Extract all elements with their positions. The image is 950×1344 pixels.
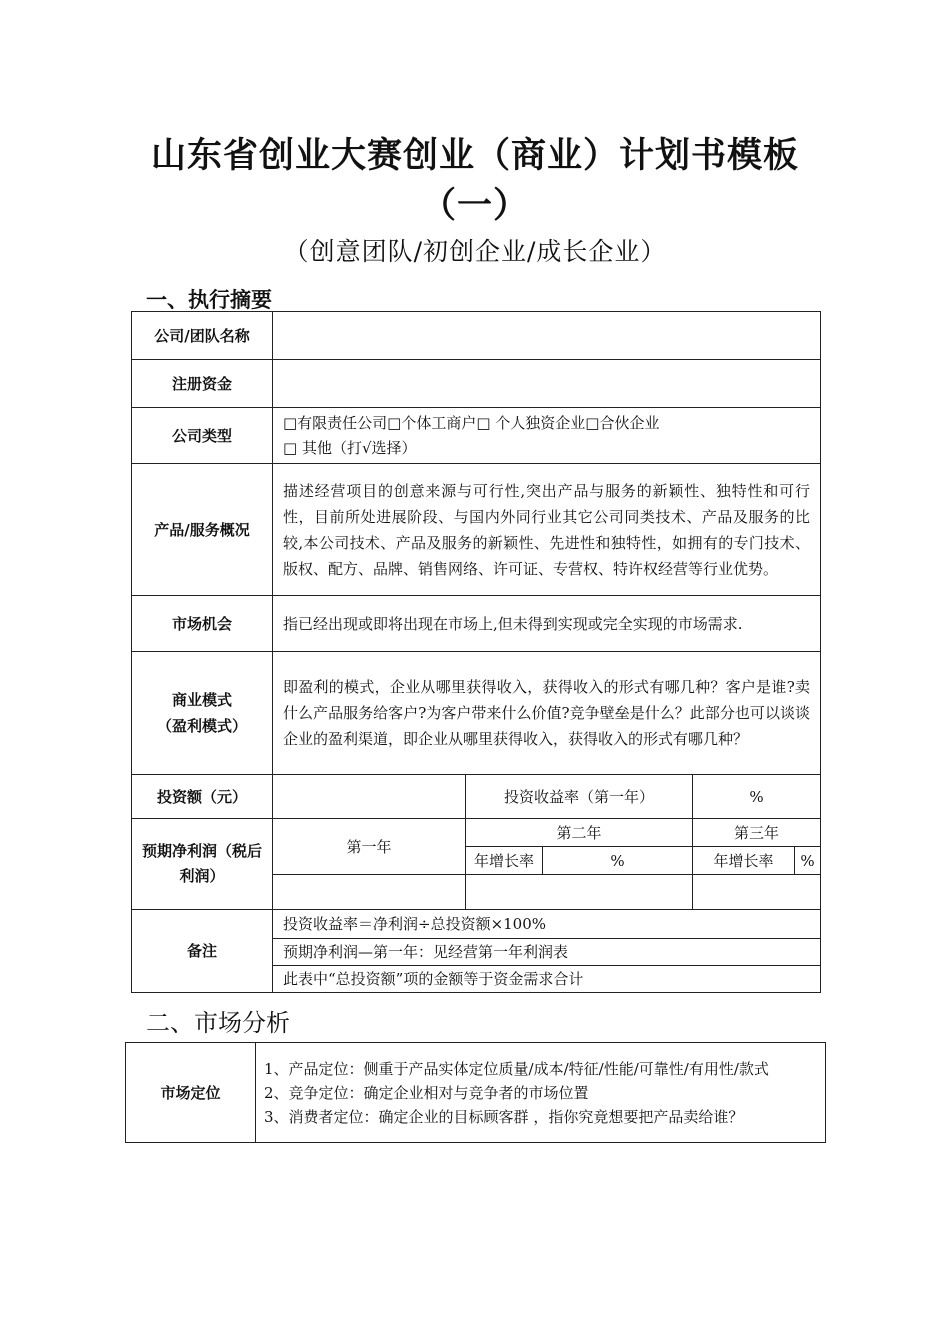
market-opportunity-label: 市场机会 <box>132 596 273 652</box>
market-positioning-label: 市场定位 <box>126 1043 256 1143</box>
note-expected-profit: 预期净利润—第一年：见经营第一年利润表 <box>273 939 821 966</box>
product-service-label: 产品/服务概况 <box>132 464 273 596</box>
document-title-number: （一） <box>420 186 529 226</box>
document-subtitle: （创意团队/初创企业/成长企业） <box>283 237 667 266</box>
company-name-field[interactable] <box>273 312 821 360</box>
investment-amount-label: 投资额（元） <box>132 775 273 819</box>
company-type-line2: □ 其他（打√选择） <box>283 438 417 457</box>
roi-unit[interactable]: % <box>693 775 821 819</box>
year3-growth-label: 年增长率 <box>693 847 795 875</box>
registered-capital-label: 注册资金 <box>132 360 273 408</box>
product-service-text: 描述经营项目的创意来源与可行性,突出产品与服务的新颖性、独特性和可行性，目前所处进展阶段、与国内外同行业其它公司同类技术、产品及服务的比较,本公司技术、产品及服务的新颖性、先进性和独特性，如拥有的专门技术、版权、配方、品牌、销售网络、许可证、专营权、特许权经营等行业优势。 <box>273 464 821 596</box>
business-model-label-line1: 商业模式 <box>171 691 232 709</box>
note-total-investment: 此表中“总投资额”项的金额等于资金需求合计 <box>273 966 821 993</box>
competitive-positioning-line: 2、竞争定位：确定企业相对与竞争者的市场位置 <box>264 1083 589 1102</box>
business-model-text: 即盈利的模式，企业从哪里获得收入，获得收入的形式有哪几种？客户是谁?卖什么产品服务给客户?为客户带来什么价值?竞争壁垒是什么？此部分也可以谈谈企业的盈利渠道，即企业从哪里获得收入，获得收入的形式有哪几种？ <box>273 652 821 775</box>
note-roi-formula: 投资收益率＝净利润÷总投资额×100% <box>273 910 821 939</box>
year1-profit-field[interactable] <box>273 875 466 910</box>
business-model-label-line2: （盈利模式） <box>156 717 247 735</box>
expected-profit-label: 预期净利润（税后利润） <box>132 819 273 910</box>
consumer-positioning-line: 3、消费者定位：确定企业的目标顾客群 ，指你究竟想要把产品卖给谁？ <box>264 1107 744 1126</box>
roi-label: 投资收益率（第一年） <box>466 775 693 819</box>
executive-summary-table <box>131 311 821 993</box>
year2-growth-label: 年增长率 <box>466 847 543 875</box>
company-type-label: 公司类型 <box>132 408 273 464</box>
year3-growth-unit[interactable]: % <box>795 847 821 875</box>
company-name-label: 公司/团队名称 <box>132 312 273 360</box>
market-analysis-table <box>125 1042 826 1143</box>
year1-header: 第一年 <box>273 819 466 875</box>
market-opportunity-text: 指已经出现或即将出现在市场上,但未得到实现或完全实现的市场需求. <box>273 596 821 652</box>
notes-label: 备注 <box>132 910 273 993</box>
year2-profit-field[interactable] <box>466 875 693 910</box>
registered-capital-field[interactable] <box>273 360 821 408</box>
year2-header: 第二年 <box>466 819 693 847</box>
year2-growth-unit[interactable]: % <box>543 847 693 875</box>
year3-profit-field[interactable] <box>693 875 821 910</box>
section-heading-executive-summary: 一、执行摘要 <box>146 288 272 312</box>
section-heading-market-analysis: 二、市场分析 <box>146 1009 290 1037</box>
year3-header: 第三年 <box>693 819 821 847</box>
document-title: 山东省创业大赛创业（商业）计划书模板 <box>150 136 799 176</box>
market-positioning-content <box>256 1043 826 1143</box>
business-model-label <box>132 652 273 775</box>
product-positioning-line: 1、产品定位：侧重于产品实体定位质量/成本/特征/性能/可靠性/有用性/款式 <box>264 1059 769 1078</box>
investment-amount-field[interactable] <box>273 775 466 819</box>
company-type-options[interactable] <box>273 408 821 464</box>
company-type-line1: □有限责任公司□个体工商户□ 个人独资企业□合伙企业 <box>283 413 660 432</box>
